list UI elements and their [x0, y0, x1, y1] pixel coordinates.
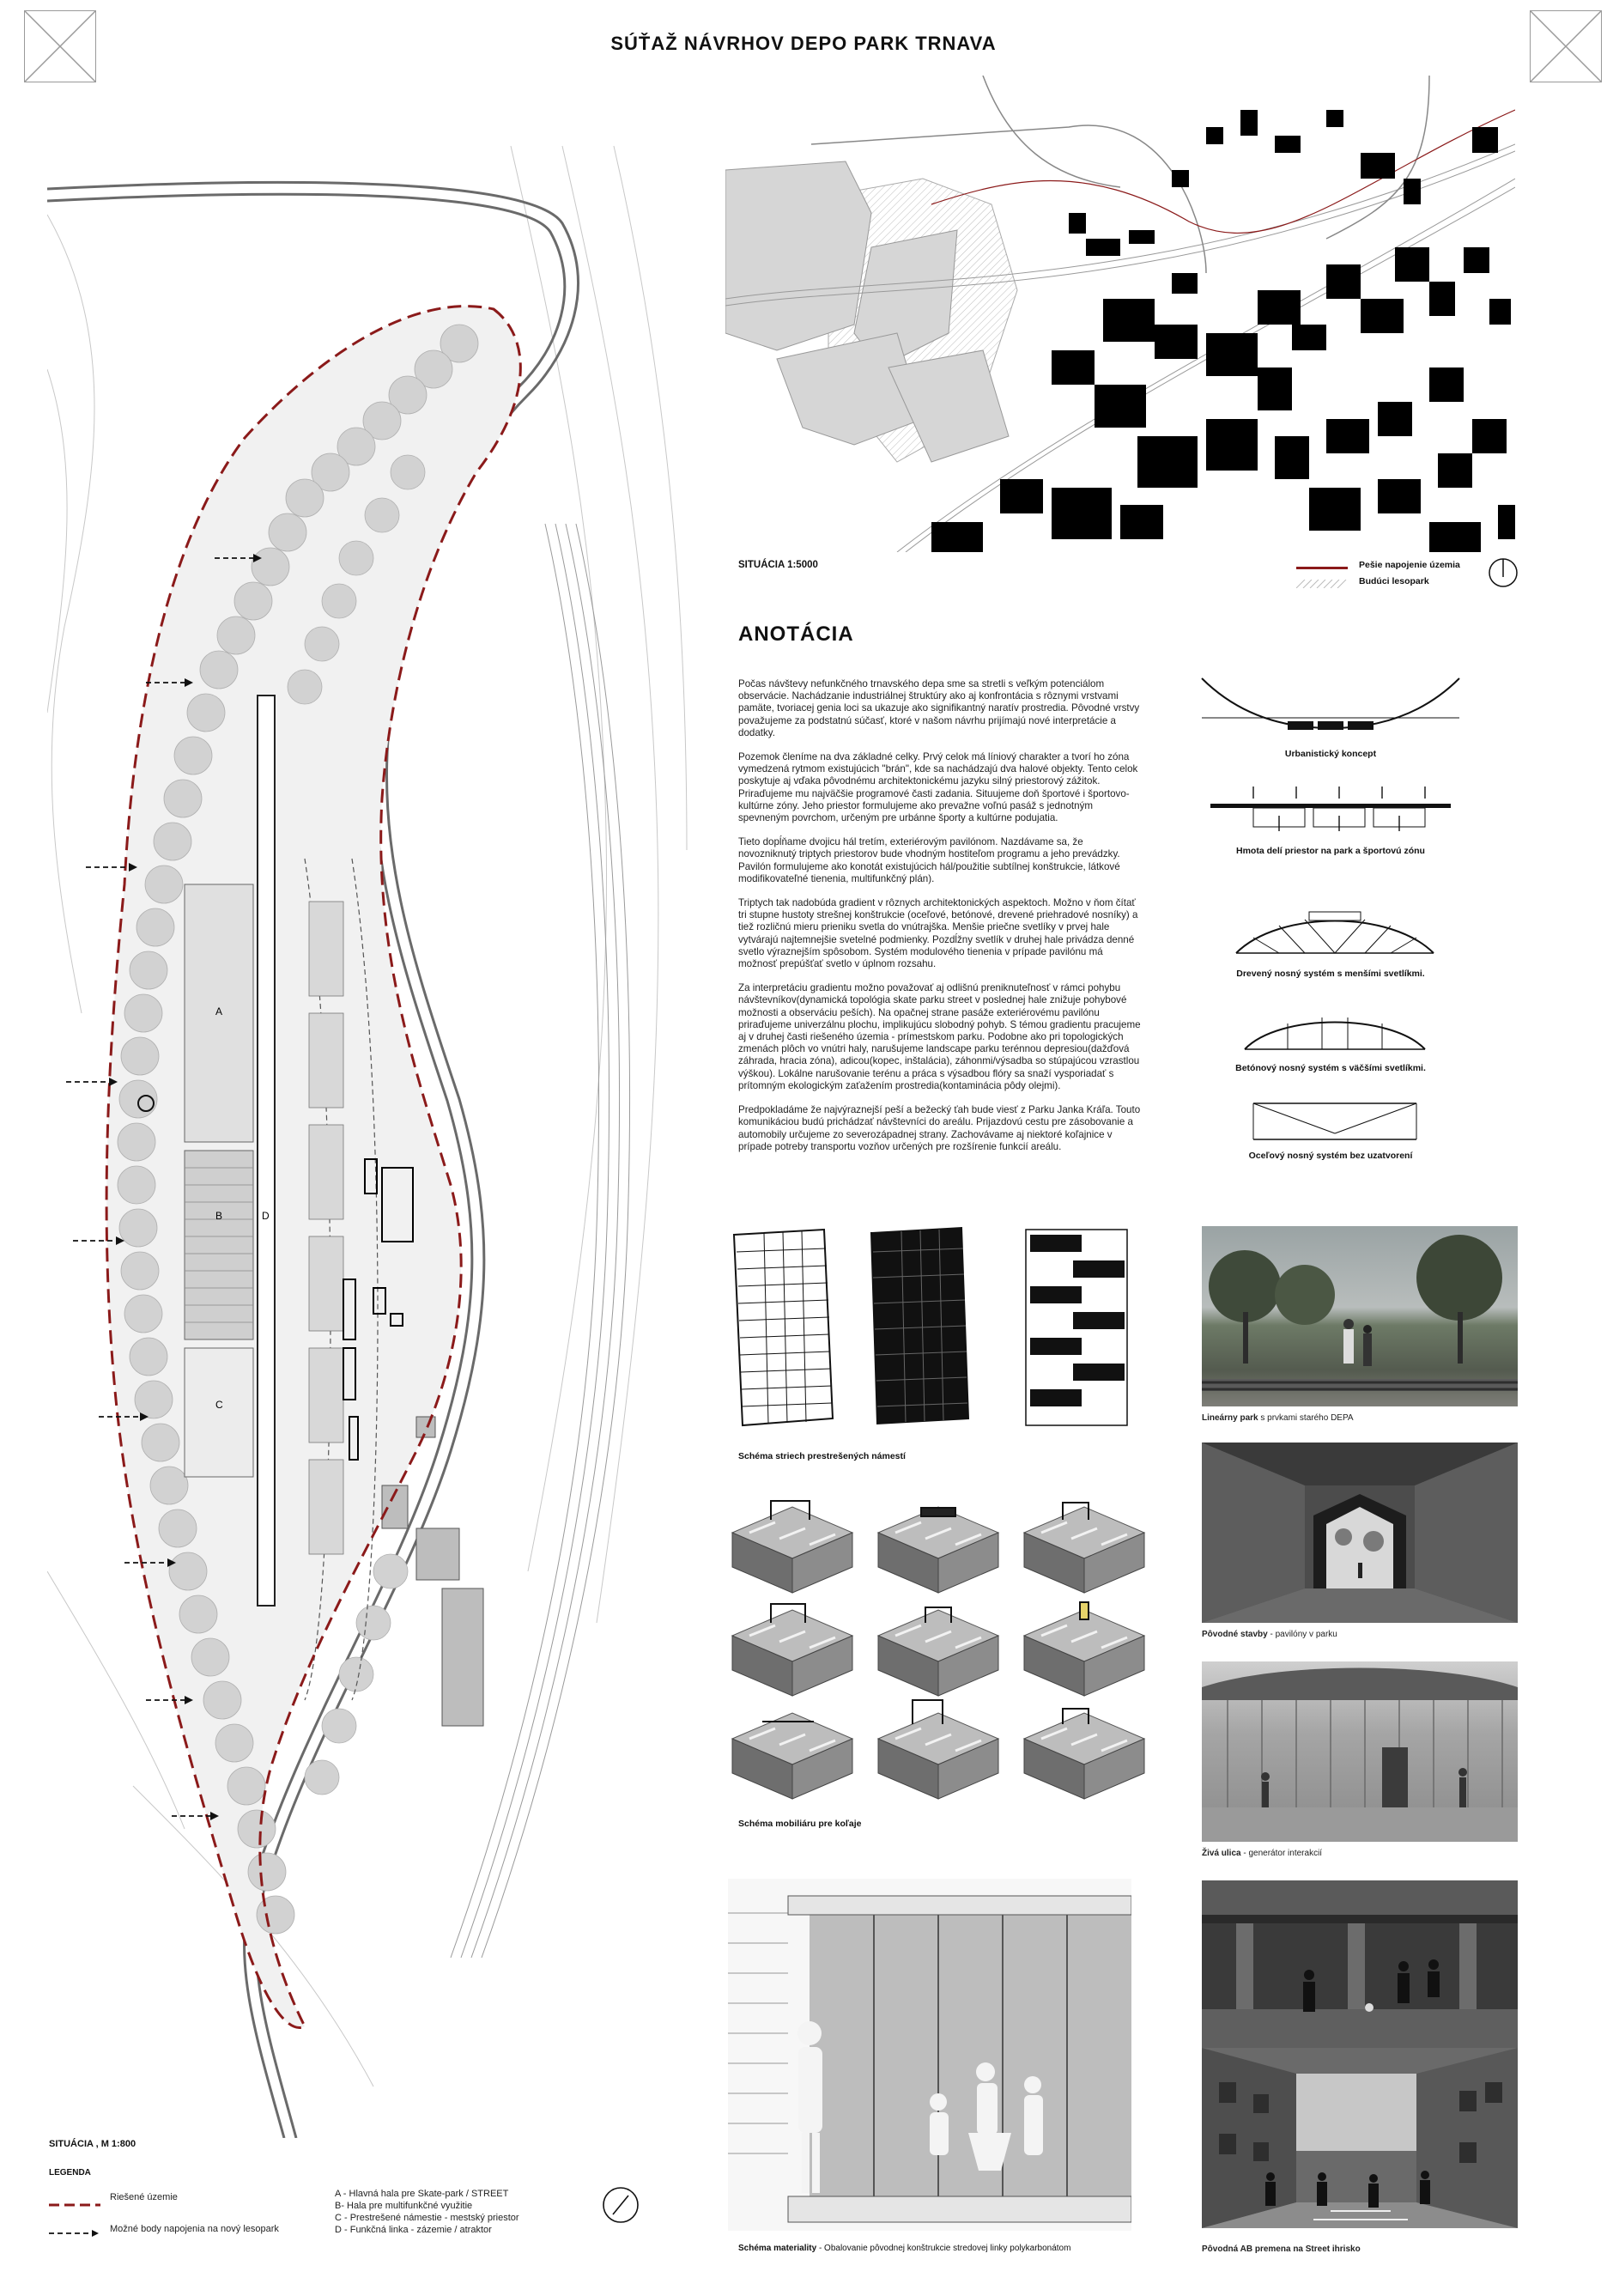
- caption-urban-concept: Urbanistický koncept: [1284, 749, 1377, 759]
- furniture-scheme-item: [732, 1507, 852, 1593]
- photo-original-buildings: [1202, 1443, 1518, 1623]
- wood-structure-diagram: [1228, 893, 1442, 962]
- furniture-schemes: [728, 1494, 1149, 1803]
- context-map: [725, 76, 1515, 552]
- north-arrow-icon: [1487, 556, 1519, 589]
- plan-key-c: C - Prestrešené námestie - mestský priestor: [335, 2213, 519, 2223]
- caption-concrete-structure: Betónový nosný systém s väčšími svetlíkmi.: [1235, 1063, 1426, 1073]
- caption-photo-linear-park: [1202, 1413, 1354, 1423]
- annotation-text: [738, 678, 1142, 1165]
- roof-scheme-wood: [734, 1230, 833, 1425]
- site-plan-drawing: [47, 112, 691, 2138]
- caption-photo-street-playground: [1202, 2244, 1361, 2254]
- caption-photo-living-street: [1202, 1849, 1322, 1858]
- caption-steel-structure: Oceľový nosný systém bez uzatvorení: [1248, 1151, 1413, 1161]
- caption-furniture-schemes: Schéma mobiliáru pre koľaje: [738, 1819, 862, 1829]
- caption-photo-original-buildings: [1202, 1630, 1337, 1639]
- furniture-scheme-item: [878, 1713, 998, 1799]
- photo-street-playground: [1202, 2048, 1518, 2228]
- roof-scheme-steel: [1026, 1230, 1127, 1425]
- furniture-scheme-item: [1024, 1610, 1144, 1696]
- furniture-scheme-item: [878, 1610, 998, 1696]
- furniture-scheme-item: [1024, 1713, 1144, 1799]
- roof-scheme-concrete: [871, 1228, 968, 1424]
- plan-key-b: B- Hala pre multifunkčné využitie: [335, 2201, 473, 2211]
- map-legend-route-swatch: [1296, 567, 1348, 569]
- materiality-section: [728, 1879, 1131, 2231]
- legend-connection-label: Možné body napojenia na nový lesopark: [110, 2224, 279, 2234]
- legend-boundary-label: Riešené územie: [110, 2192, 178, 2202]
- annotation-paragraph: Za interpretáciu gradientu možno považovať aj odlišnú preniknuteľnosť v rámci pohybu návštevníkov(dynamická topológia skate parku street v poslednej hale znižuje pohybové možnosti a observáciu peších). Na opačnej strane pasáže exteriérovému pavilónu priraďujeme univerzálnu plochu, implikujúcu slobodný pohyb. S témou gradientu pracujeme aj v druhej časti riešeného územia - prímestskom parku. Podobne ako pri topologických zmenách plôch vo vnútri haly, narušujeme landscape parku terénnou depresiou(dažďová záhrada, hracia zóna), adicou(kopec, inštalácia), záhonmi/výsadba so stúpajúcou vzrastlou výškou). Lokálne narušovanie terénu a práca s výsadbou flóry sa snaží vysporiadať s prítomným ekologickým zaťažením prostredia(kontaminácia pôdy olejmi).: [738, 982, 1141, 1091]
- mass-division-diagram: [1202, 781, 1459, 841]
- steel-structure-diagram: [1245, 1095, 1425, 1146]
- photo-living-street: [1202, 1661, 1518, 1842]
- caption-materiality: [738, 2244, 1070, 2253]
- caption-materiality-rest: - Obalovanie pôvodnej konštrukcie stredovej linky polykarbonátom: [816, 2244, 1071, 2253]
- caption-photo-linear-park-bold: Lineárny park: [1202, 1413, 1258, 1423]
- plan-letter-d: D: [262, 1210, 270, 1222]
- plan-letter-b: B: [215, 1210, 223, 1222]
- legend-connection-swatch: [49, 2226, 100, 2235]
- annotation-paragraph: Predpokladáme že najvýraznejší peší a bežecký ťah bude viesť z Parku Janka Kráľa. Touto komunikáciou budú prichádzať návštevníci do areálu. Prijazdovú cestu pre zásobovanie a automobily určujeme zo severozápadnej strany. Zachovávame aj niektoré koľajnice v prípade potreby transportu vozňov určených pre rozšírenie funkcií areálu.: [738, 1104, 1141, 1152]
- north-arrow-icon: [601, 2185, 640, 2225]
- map-legend-route-label: Pešie napojenie územia: [1359, 560, 1460, 570]
- site-plan: [47, 112, 691, 2138]
- legend-boundary-swatch: [49, 2196, 100, 2200]
- caption-photo-street-playground-bold: Pôvodná AB premena na Street ihrisko: [1202, 2244, 1361, 2254]
- context-map-drawing: [725, 76, 1515, 552]
- furniture-scheme-item: [732, 1713, 852, 1799]
- caption-materiality-bold: Schéma materiality: [738, 2244, 817, 2253]
- annotation-paragraph: Pozemok členíme na dva základné celky. Prvý celok má líniový charakter a tvorí ho zóna vymedzená rytmom existujúcich "brán", kde sa nachádzajú dva halové objekty. Tento celok poskytuje aj vďaka pôvodnému architektonickému jazyku silný priestorový zážitok. Priraďujeme mu najväčšie programové časti zadania. Situujeme doň športové i športovo-kultúrne zóny. Jeho priestor formulujeme ako prevažne voľnú pasáž s jednotným spevneným povrchom, určeným pre urbánne športy a kultúrne podujatia.: [738, 751, 1138, 824]
- furniture-scheme-item: [1024, 1507, 1144, 1593]
- plan-title: SITUÁCIA , M 1:800: [49, 2139, 136, 2149]
- plan-key-a: A - Hlavná hala pre Skate-park / STREET: [335, 2189, 509, 2199]
- furniture-scheme-item: [732, 1610, 852, 1696]
- caption-wood-structure: Drevený nosný systém s menšími svetlíkmi.: [1236, 969, 1425, 979]
- annotation-title: ANOTÁCIA: [738, 623, 854, 646]
- plan-letter-c: C: [215, 1399, 223, 1411]
- caption-photo-original-buildings-rest: - pavilóny v parku: [1267, 1630, 1337, 1639]
- roof-schemes: [730, 1226, 1142, 1432]
- map-title: SITUÁCIA 1:5000: [738, 560, 818, 570]
- page-title: SÚŤAŽ NÁVRHOV DEPO PARK TRNAVA: [610, 33, 997, 54]
- photo-linear-park: [1202, 1226, 1518, 1406]
- plan-key-d: D - Funkčná linka - zázemie / atraktor: [335, 2225, 492, 2235]
- annotation-paragraph: Počas návštevy nefunkčného trnavského depa sme sa stretli s veľkým potenciálom observácie. Nachádzanie industriálnej štruktúry ako aj konfrontácia s rôznymi vrstvami pamäte, tvoriacej genia loci sa ukazuje ako signifikantný naratív prostredia. Pôvodné vrstvy považujeme za podstatnú súčasť, ktoré v našom návrhu prijímajú nové interpretácie a dodatky.: [738, 678, 1140, 738]
- caption-photo-original-buildings-bold: Pôvodné stavby: [1202, 1630, 1268, 1639]
- photo-water-tower: [1202, 1880, 1518, 2061]
- plan-letter-a: A: [215, 1005, 223, 1017]
- map-legend-hatch-swatch: [1296, 577, 1348, 586]
- caption-photo-living-street-rest: - generátor interakcií: [1240, 1849, 1323, 1858]
- caption-photo-living-street-bold: Živá ulica: [1202, 1849, 1241, 1858]
- annotation-paragraph: Tieto dopĺňame dvojicu hál tretím, exteriérovým pavilónom. Nazdávame sa, že novozniknutý triptych priestorov bude vhodným hostiteľom programu a jeho prevádzky. Pavilón formulujeme ako konotát existujúcich hál/použitie subtílnej konštrukcie, látkové modifikovateľné tienenia, multifunkčný plán).: [738, 836, 1120, 884]
- concrete-structure-diagram: [1236, 1005, 1434, 1056]
- furniture-scheme-item: [878, 1507, 998, 1593]
- plan-key: [335, 2188, 519, 2236]
- annotation-paragraph: Triptych tak nadobúda gradient v rôznych architektonických aspektoch. Možno v ňom čítať tri stupne hustoty strešnej konštrukcie (oceľové, betónové, drevené priehradové nosníky) a tiež rozličnú mieru prieniku svetla do vnútrajška. Menšie priečne svetlíky v prvej hale vytvárajú najtemnejšie svetelné podmienky. Pozdĺžny svetlík v druhej hale privádza denné svetlo výraznejším spôsobom. Systém modulového tienenia v prípade pavilónu má možnosť prepúšťať svetlo v úplnom rozsahu.: [738, 897, 1138, 970]
- map-legend-hatch-label: Budúci lesopark: [1359, 576, 1429, 586]
- caption-photo-linear-park-rest: s prvkami starého DEPA: [1258, 1413, 1354, 1423]
- caption-roof-schemes: Schéma striech prestrešených námestí: [738, 1451, 906, 1461]
- plan-legend-title: LEGENDA: [49, 2168, 91, 2178]
- caption-mass-division: Hmota delí priestor na park a športovú zónu: [1236, 846, 1425, 856]
- urban-concept-diagram: [1193, 661, 1468, 747]
